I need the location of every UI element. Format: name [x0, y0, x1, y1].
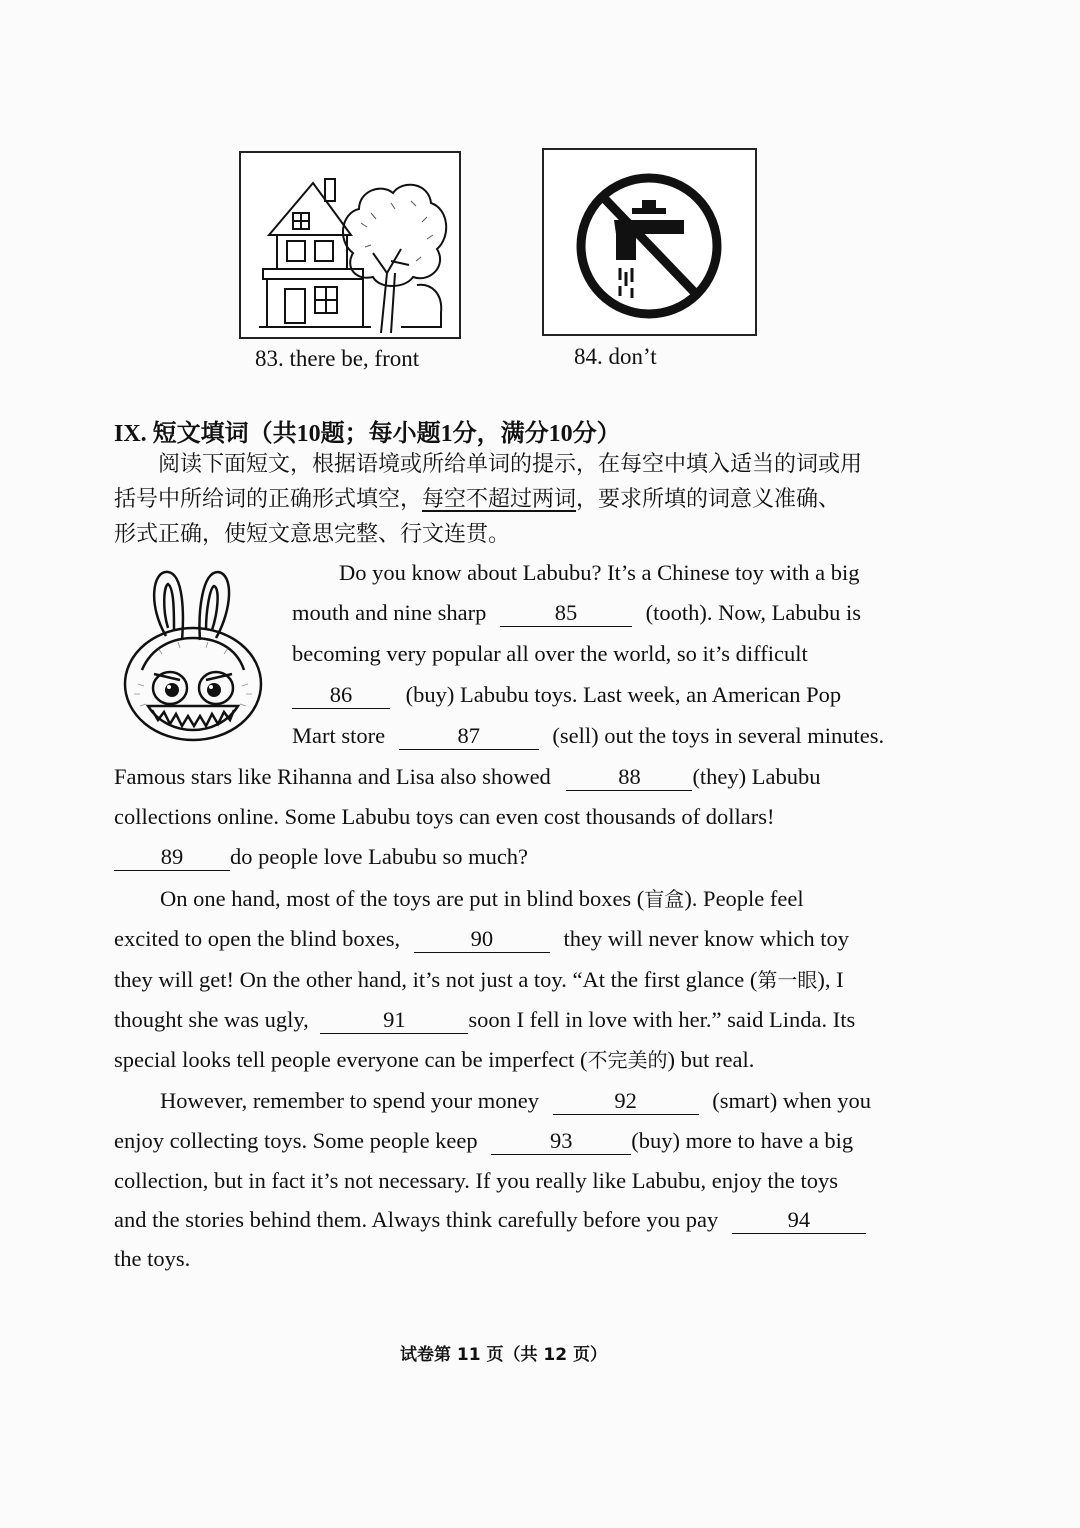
line-10-text-b: they will never know which toy [563, 926, 850, 951]
passage-line-1: Do you know about Labubu? It’s a Chinese toy with a big [339, 560, 860, 585]
instruction-line-2 [114, 482, 840, 517]
line-13-gloss: 不完美的 [587, 1048, 668, 1072]
line-13-text-b: ) but real. [667, 1047, 755, 1072]
line-5-text-b: (sell) out the toys in several minutes. [552, 723, 885, 748]
line-17-text-a: and the stories behind them. Always think carefully before you pay [114, 1207, 719, 1232]
blank-85[interactable]: 85 [500, 600, 632, 627]
line-8-text-b: do people love Labubu so much? [230, 844, 529, 869]
blank-91[interactable]: 91 [320, 1007, 468, 1034]
blank-86[interactable]: 86 [292, 682, 390, 709]
labubu-image [118, 566, 268, 746]
passage-line-2 [292, 596, 861, 630]
instruction-2b: 每空不超过两词 [422, 487, 577, 512]
line-14-text-b: (smart) when you [712, 1088, 871, 1113]
line-11-text-b: ), I [817, 967, 844, 992]
instruction-2c: ，要求所填的词意义准确、 [576, 487, 841, 512]
passage-line-16: collection, but in fact it’s not necessary. If you really like Labubu, enjoy the toys [114, 1168, 838, 1193]
picture-83-box [239, 151, 461, 339]
line-14-text-a: However, remember to spend your money [160, 1088, 539, 1113]
line-6-text-a: Famous stars like Rihanna and Lisa also showed [114, 764, 551, 789]
blank-87[interactable]: 87 [399, 723, 539, 750]
instruction-2a: 括号中所给词的正确形式填空， [114, 487, 423, 512]
blank-88[interactable]: 88 [566, 764, 692, 791]
blank-89[interactable]: 89 [114, 844, 230, 871]
passage-line-3: becoming very popular all over the world, so it’s difficult [292, 641, 808, 666]
line-11-gloss: 第一眼 [757, 968, 818, 992]
line-9-text-b: ). People feel [684, 886, 804, 911]
line-2-text-b: (tooth). Now, Labubu is [645, 600, 861, 625]
blank-90[interactable]: 90 [414, 926, 550, 953]
passage-line-14 [160, 1084, 871, 1118]
instruction-line-3: 形式正确，使短文意思完整、行文连贯。 [114, 522, 511, 547]
instruction-line-1: 阅读下面短文，根据语境或所给单词的提示，在每空中填入适当的词或用 [158, 452, 863, 477]
blank-92[interactable]: 92 [553, 1088, 699, 1115]
blank-94[interactable]: 94 [732, 1207, 866, 1234]
passage-line-11 [114, 963, 844, 997]
line-6-text-b: (they) Labubu [692, 764, 821, 789]
passage-line-15 [114, 1124, 853, 1158]
line-9-gloss: 盲盒 [644, 887, 685, 911]
passage-line-18: the toys. [114, 1246, 191, 1271]
passage-line-4 [292, 678, 841, 712]
page-footer: 试卷第 11 页（共 12 页） [400, 1345, 607, 1365]
section-heading: IX. 短文填词（共10题；每小题1分，满分10分） [114, 421, 621, 447]
no-water-tap-icon [544, 150, 755, 334]
passage-line-17 [114, 1203, 866, 1237]
line-10-text-a: excited to open the blind boxes, [114, 926, 401, 951]
picture-83-caption: 83. there be, front [255, 346, 420, 371]
line-9-text-a: On one hand, most of the toys are put in blind boxes ( [160, 886, 645, 911]
passage-line-8 [114, 840, 528, 874]
labubu-face-icon [118, 566, 268, 746]
passage-line-12 [114, 1003, 855, 1037]
line-12-text-a: thought she was ugly, [114, 1007, 309, 1032]
passage-line-10 [114, 922, 849, 956]
house-with-tree-icon [241, 153, 459, 337]
passage-line-9 [160, 882, 804, 916]
passage-line-13 [114, 1043, 754, 1077]
line-15-text-b: (buy) more to have a big [631, 1128, 854, 1153]
line-12-text-b: soon I fell in love with her.” said Linda. Its [468, 1007, 856, 1032]
passage-line-7: collections online. Some Labubu toys can even cost thousands of dollars! [114, 804, 775, 829]
passage-line-6 [114, 760, 821, 794]
line-11-text-a: they will get! On the other hand, it’s not just a toy. “At the first glance ( [114, 967, 758, 992]
passage-line-5 [292, 719, 884, 753]
line-5-text-a: Mart store [292, 723, 386, 748]
line-2-text-a: mouth and nine sharp [292, 600, 487, 625]
blank-93[interactable]: 93 [491, 1128, 631, 1155]
picture-84-box [542, 148, 757, 336]
line-13-text-a: special looks tell people everyone can be imperfect ( [114, 1047, 588, 1072]
picture-84-caption: 84. don’t [574, 344, 657, 369]
line-4-text-b: (buy) Labubu toys. Last week, an American Pop [405, 682, 842, 707]
line-15-text-a: enjoy collecting toys. Some people keep [114, 1128, 478, 1153]
